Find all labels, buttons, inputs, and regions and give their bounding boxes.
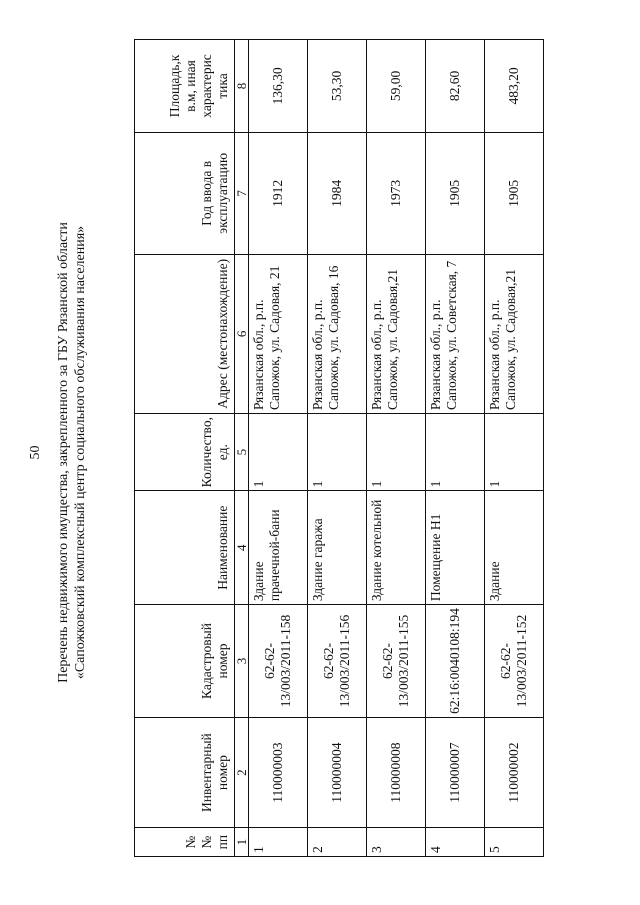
title-line-2: «Сапожковский комплексный центр социального обслуживания населения» <box>73 225 88 680</box>
inventory-number: 110000007 <box>426 717 485 827</box>
row-number: 2 <box>308 828 367 857</box>
property-name: Здание котельной <box>367 491 426 605</box>
row-number: 5 <box>485 828 544 857</box>
column-number: 6 <box>235 254 249 413</box>
header-cell-inventory: Инвентарный номер <box>135 717 235 827</box>
header-cell-address: Адрес (местонахождение) <box>135 254 235 413</box>
cadastral-number: 62-62-13/003/2011-152 <box>485 605 544 718</box>
table-row <box>485 40 544 857</box>
column-number-row <box>235 40 249 857</box>
document-title <box>55 0 89 905</box>
cadastral-number: 62-62-13/003/2011-156 <box>308 605 367 718</box>
year: 1984 <box>308 132 367 254</box>
row-number: 3 <box>367 828 426 857</box>
header-cell-name: Наименование <box>135 491 235 605</box>
quantity: 1 <box>485 414 544 491</box>
header-cell-area: Площадь,к в.м, иная характерис тика <box>135 40 235 133</box>
year: 1905 <box>426 132 485 254</box>
header-cell-number: № № пп <box>135 828 235 857</box>
table-row <box>367 40 426 857</box>
header-cell-quantity: Количество, ед. <box>135 414 235 491</box>
area: 483,20 <box>485 40 544 133</box>
column-number: 8 <box>235 40 249 133</box>
inventory-number: 110000002 <box>485 717 544 827</box>
column-number: 5 <box>235 414 249 491</box>
page-number: 50 <box>28 445 43 460</box>
property-name: Здание прачечной-бани <box>249 491 308 605</box>
quantity: 1 <box>367 414 426 491</box>
quantity: 1 <box>308 414 367 491</box>
year: 1912 <box>249 132 308 254</box>
address: Рязанская обл., р.п. Сапожок, ул. Садовая,21 <box>367 254 426 413</box>
inventory-number: 110000004 <box>308 717 367 827</box>
header-row <box>135 40 235 857</box>
title-line-1: Перечень недвижимого имущества, закрепленного за ГБУ Рязанской области <box>56 222 71 683</box>
area: 53,30 <box>308 40 367 133</box>
header-cell-year: Год ввода в эксплуатацию <box>135 132 235 254</box>
address: Рязанская обл., р.п. Сапожок, ул. Советская, 7 <box>426 254 485 413</box>
year: 1973 <box>367 132 426 254</box>
cadastral-number: 62-62-13/003/2011-155 <box>367 605 426 718</box>
column-number: 2 <box>235 717 249 827</box>
row-number: 4 <box>426 828 485 857</box>
table-row <box>249 40 308 857</box>
column-number: 3 <box>235 605 249 718</box>
property-table <box>134 39 544 857</box>
area: 82,60 <box>426 40 485 133</box>
address: Рязанская обл., р.п. Сапожок, ул. Садовая, 16 <box>308 254 367 413</box>
quantity: 1 <box>249 414 308 491</box>
property-name: Здание гаража <box>308 491 367 605</box>
column-number: 1 <box>235 828 249 857</box>
address: Рязанская обл., р.п. Сапожок, ул. Садовая, 21 <box>249 254 308 413</box>
area: 136,30 <box>249 40 308 133</box>
property-name: Помещение Н1 <box>426 491 485 605</box>
header-cell-cadastral: Кадастровый номер <box>135 605 235 718</box>
address: Рязанская обл., р.п. Сапожок, ул. Садовая,21 <box>485 254 544 413</box>
property-name: Здание <box>485 491 544 605</box>
inventory-number: 110000003 <box>249 717 308 827</box>
row-number: 1 <box>249 828 308 857</box>
area: 59,00 <box>367 40 426 133</box>
inventory-number: 110000008 <box>367 717 426 827</box>
quantity: 1 <box>426 414 485 491</box>
table-row <box>426 40 485 857</box>
column-number: 7 <box>235 132 249 254</box>
cadastral-number: 62:16:0040108:194 <box>426 605 485 718</box>
cadastral-number: 62-62-13/003/2011-158 <box>249 605 308 718</box>
year: 1905 <box>485 132 544 254</box>
column-number: 4 <box>235 491 249 605</box>
table-row <box>308 40 367 857</box>
